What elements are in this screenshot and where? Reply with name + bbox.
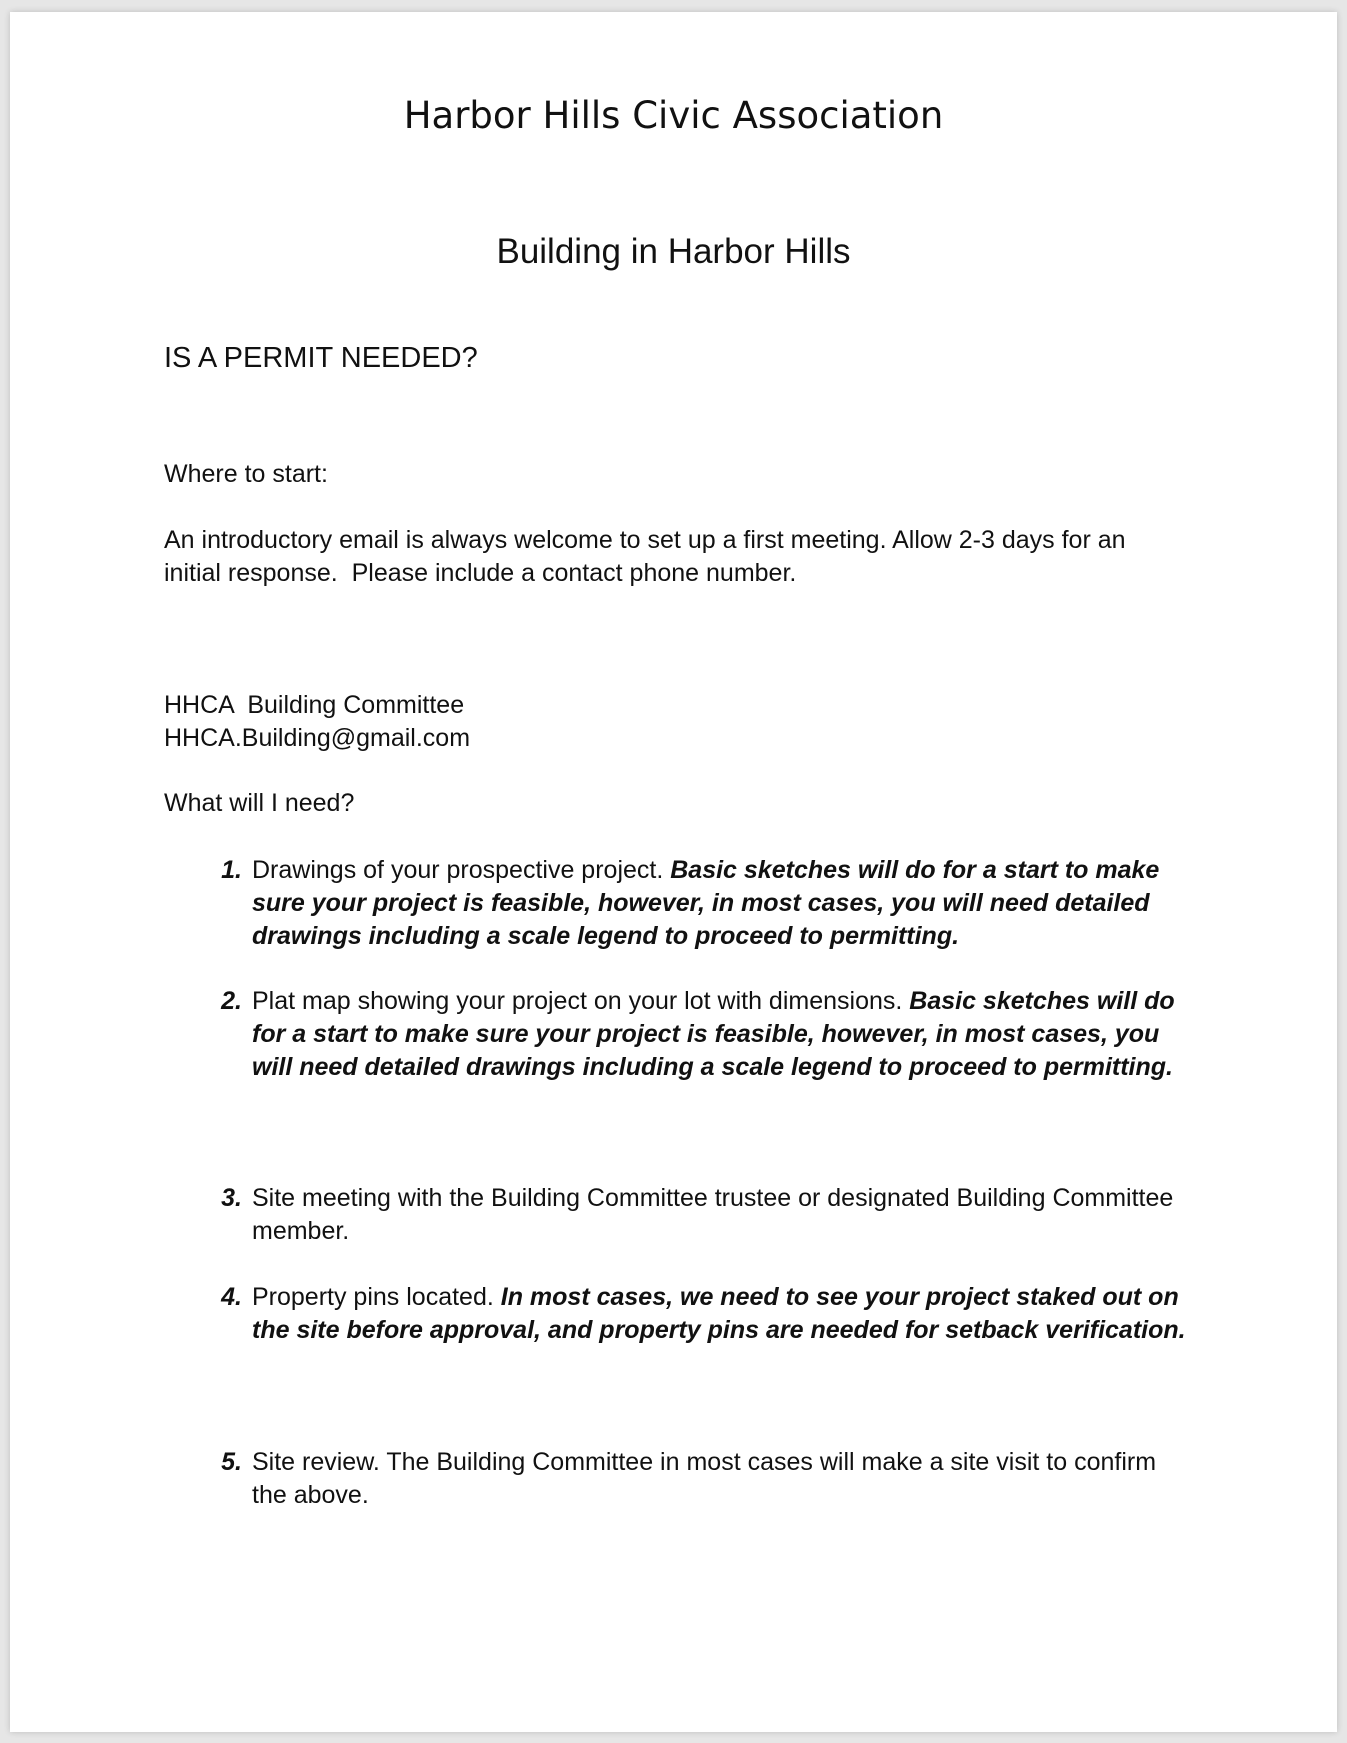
- list-item-number: 4.: [221, 1283, 242, 1311]
- committee-email: HHCA.Building@gmail.com: [164, 724, 471, 752]
- list-item-text: Drawings of your prospective project.: [252, 856, 671, 884]
- where-to-start-label: Where to start:: [164, 460, 328, 488]
- list-item: [164, 1182, 1194, 1248]
- list-item-text: Site meeting with the Building Committee trustee or designated Building Committee member.: [252, 1184, 1174, 1245]
- document-title: Building in Harbor Hills: [496, 232, 851, 271]
- organization-title: Harbor Hills Civic Association: [403, 94, 944, 137]
- list-item-text: Site review. The Building Committee in most cases will make a site visit to confirm the above.: [252, 1448, 1157, 1509]
- list-item: [164, 1281, 1194, 1347]
- document-page: [10, 12, 1337, 1732]
- list-item-emphasis: Basic sketches will do for a start to make sure your project is feasible, however, in most cases, you will need detailed drawings including a scale legend to proceed to permitting.: [252, 987, 1175, 1081]
- list-item-number: 2.: [221, 987, 242, 1015]
- list-item-number: 3.: [221, 1184, 242, 1212]
- list-item-number: 5.: [221, 1448, 242, 1476]
- what-will-i-need-label: What will I need?: [164, 789, 355, 817]
- permit-heading: IS A PERMIT NEEDED?: [164, 342, 478, 374]
- list-item: [164, 1446, 1194, 1512]
- list-item-number: 1.: [221, 856, 242, 884]
- list-item: [164, 854, 1194, 953]
- committee-name: HHCA Building Committee: [164, 691, 465, 719]
- list-item-emphasis: Basic sketches will do for a start to make sure your project is feasible, however, in most cases, you will need detailed drawings including a scale legend to proceed to permitting.: [252, 856, 1160, 950]
- list-item-emphasis: In most cases, we need to see your project staked out on the site before approval, and property pins are needed for setback verification.: [252, 1283, 1186, 1344]
- list-item-text: Plat map showing your project on your lot with dimensions.: [252, 987, 910, 1015]
- list-item-text: Property pins located.: [252, 1283, 501, 1311]
- intro-paragraph: An introductory email is always welcome to set up a first meeting. Allow 2-3 days for an initial response. Please include a contact phone number.: [164, 526, 1133, 587]
- list-item: [164, 985, 1194, 1084]
